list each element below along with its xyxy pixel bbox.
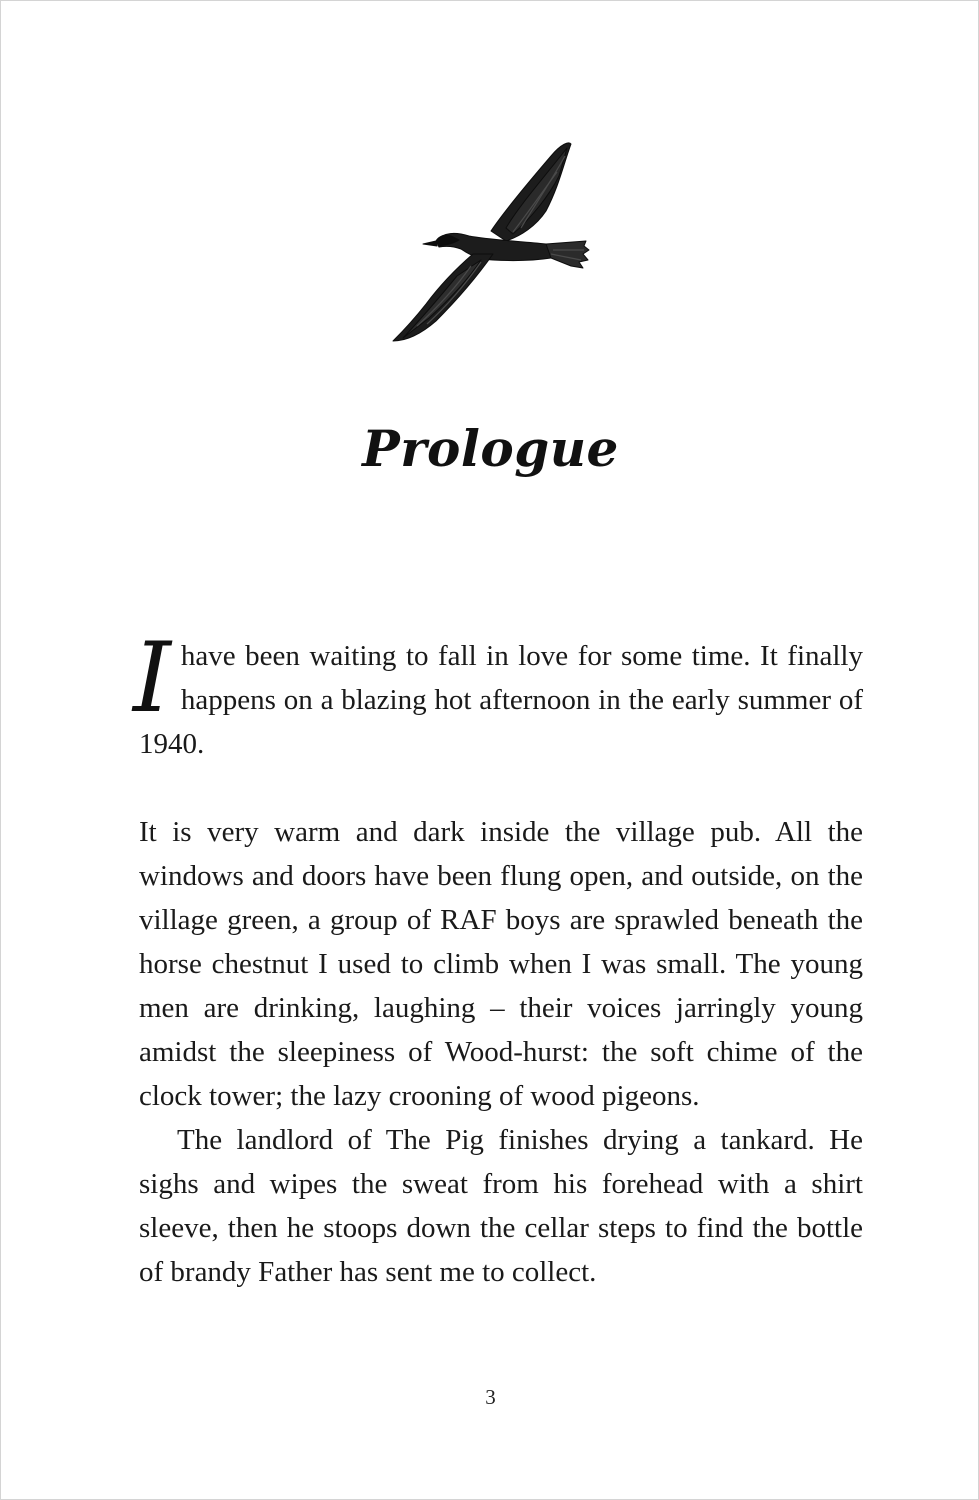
crow-in-flight-icon — [381, 136, 596, 351]
chapter-title: Prologue — [362, 419, 619, 478]
page-number: 3 — [485, 1385, 496, 1409]
drop-cap: I — [133, 622, 171, 734]
paragraph: It is very warm and dark inside the village pub. All the windows and doors have been flung open, and outside, on the village green, a group of RAF boys are sprawled beneath the horse chestnut I used to climb when I was small. The young men are drinking, laughing – their voices jarringly young amidst the sleepiness of Wood-hurst: the soft chime of the clock tower; the lazy crooning of wood pigeons. — [139, 816, 863, 1112]
paragraph-text: have been waiting to fall in love for some time. It finally happens on a blazing hot afternoon in the early summer of 1940. — [139, 640, 863, 760]
body-text — [133, 622, 863, 1294]
paragraph — [133, 622, 863, 766]
paragraph: The landlord of The Pig finishes drying a tankard. He sighs and wipes the sweat from his forehead with a shirt sleeve, then he stoops down the cellar steps to find the bottle of brandy Father has sent me to collect. — [139, 1124, 863, 1288]
